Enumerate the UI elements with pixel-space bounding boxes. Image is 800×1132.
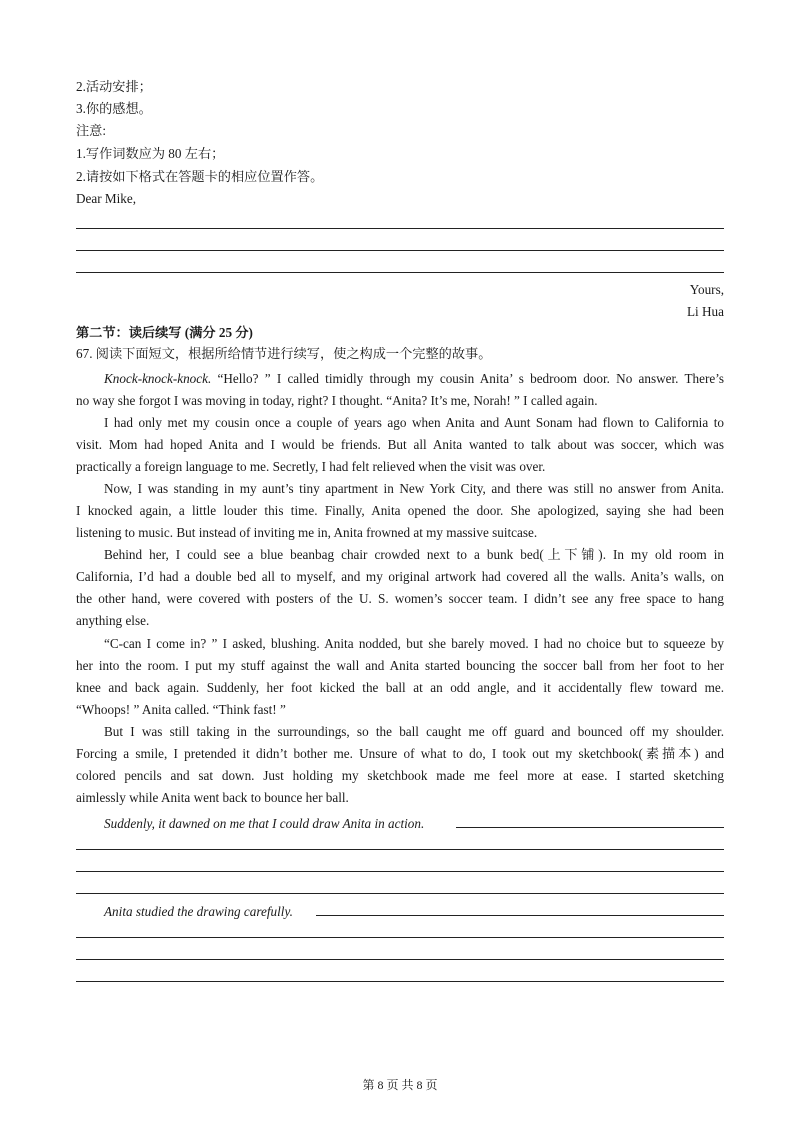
page-footer: 第 8 页 共 8 页 bbox=[362, 1078, 438, 1092]
question-instruction: 67. 阅读下面短文，根据所给情节进行续写，使之构成一个完整的故事。 bbox=[76, 346, 492, 361]
answer-line bbox=[76, 228, 724, 229]
answer-line bbox=[76, 250, 724, 251]
story-line: “C-can I come in? ” I asked, blushing. Anita nodded, but she barely moved. I had no choice but to squeeze by bbox=[104, 636, 724, 651]
task-point-3: 3.你的感想。 bbox=[76, 101, 152, 116]
letter-signature: Li Hua bbox=[687, 304, 724, 319]
answer-line bbox=[76, 849, 724, 850]
story-line: anything else. bbox=[76, 613, 150, 628]
story-line: Now, I was standing in my aunt’s tiny apartment in New York City, and there was still no answer from Anita. bbox=[104, 481, 724, 496]
story-line: But I was still taking in the surroundings, so the ball caught me off guard and bounced off my shoulder. bbox=[104, 724, 724, 739]
story-line: I had only met my cousin once a couple of years ago when Anita and Aunt Sonam had flown to California to bbox=[104, 415, 724, 430]
answer-line bbox=[76, 893, 724, 894]
continuation-prompt-2: Anita studied the drawing carefully. bbox=[104, 904, 293, 919]
story-line: practically a foreign language to me. Secretly, I had felt relieved when the visit was over. bbox=[76, 459, 546, 474]
answer-line bbox=[76, 959, 724, 960]
story-line: colored pencils and sat down. Just holding my sketchbook made me feel more at ease. I started sketching bbox=[76, 768, 724, 783]
story-line: “Whoops! ” Anita called. “Think fast! ” bbox=[76, 702, 286, 717]
note-1: 1.写作词数应为 80 左右； bbox=[76, 146, 225, 161]
story-line: Forcing a smile, I pretended it didn’t bother me. Unsure of what to do, I took out my sketchbook(素描本) and bbox=[76, 746, 724, 761]
letter-greeting: Dear Mike, bbox=[76, 191, 137, 206]
story-line: I knocked again, a little louder this time. Finally, Anita opened the door. She apologized, saying she had been bbox=[76, 503, 724, 518]
answer-line bbox=[76, 937, 724, 938]
task-point-2: 2.活动安排； bbox=[76, 79, 152, 94]
story-line: her into the room. I put my stuff against the wall and Anita started bouncing the soccer ball from her foot to her bbox=[76, 658, 724, 673]
answer-line bbox=[76, 871, 724, 872]
answer-line bbox=[76, 272, 724, 273]
answer-line bbox=[456, 827, 724, 828]
story-line: visit. Mom had hoped Anita and I would be friends. But all Anita wanted to talk about was soccer, which was bbox=[76, 437, 724, 452]
story-line bbox=[104, 368, 724, 390]
story-line: Behind her, I could see a blue beanbag chair crowded next to a bunk bed(上下铺). In my old room in bbox=[104, 547, 724, 562]
answer-line bbox=[316, 915, 724, 916]
story-line: knee and back again. Suddenly, her foot kicked the ball at an odd angle, and it accidentally flew toward me. bbox=[76, 680, 724, 695]
story-line: the other hand, were covered with posters of the U. S. women’s soccer team. I didn’t see any free space to hang bbox=[76, 591, 724, 606]
story-line: aimlessly while Anita went back to bounce her ball. bbox=[76, 790, 349, 805]
story-text: “Hello? ” I called timidly through my cousin Anita’ s bedroom door. No answer. There’s bbox=[211, 371, 724, 386]
letter-closing: Yours, bbox=[689, 282, 724, 297]
continuation-prompt-1: Suddenly, it dawned on me that I could draw Anita in action. bbox=[104, 816, 425, 831]
answer-line bbox=[76, 981, 724, 982]
section-heading: 第二节：读后续写 (满分 25 分) bbox=[76, 325, 253, 340]
note-2: 2.请按如下格式在答题卡的相应位置作答。 bbox=[76, 169, 324, 184]
story-italic-opening: Knock-knock-knock. bbox=[104, 371, 212, 386]
notes-label: 注意: bbox=[76, 123, 107, 138]
story-line: no way she forgot I was moving in today, right? I thought. “Anita? It’s me, Norah! ” I called again. bbox=[76, 393, 598, 408]
story-line: California, I’d had a double bed all to myself, and my original artwork had covered all the walls. Anita’s walls, on bbox=[76, 569, 724, 584]
story-line: listening to music. But instead of inviting me in, Anita frowned at my massive suitcase. bbox=[76, 525, 538, 540]
